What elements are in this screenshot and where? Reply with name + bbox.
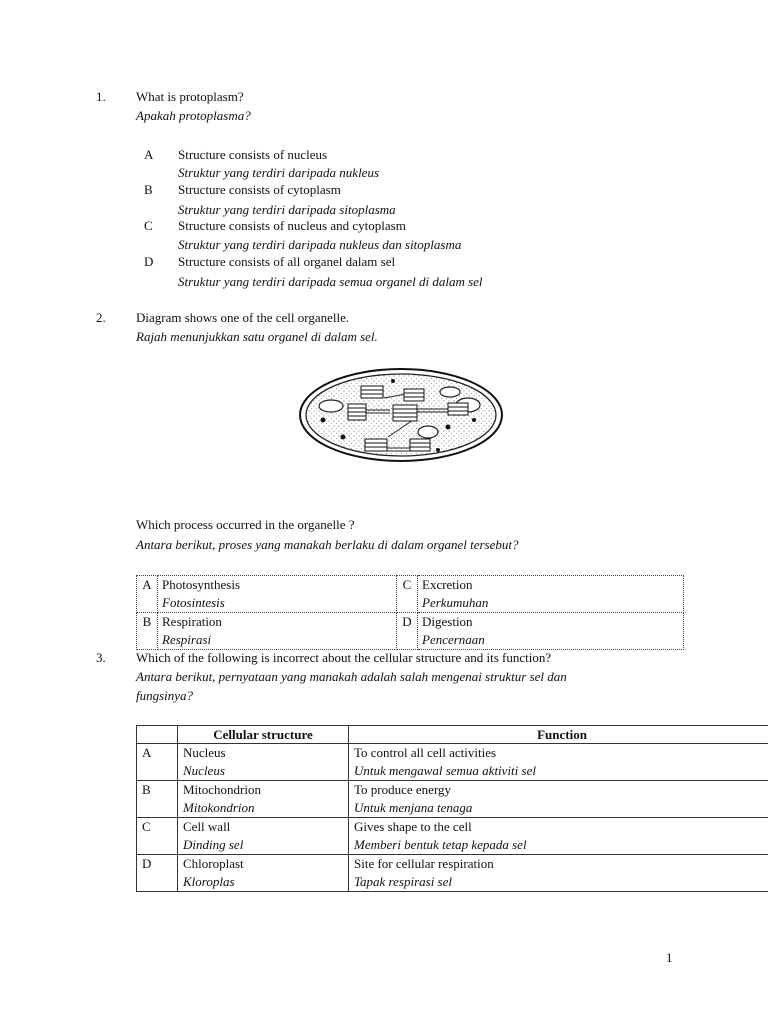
q2-option-b-letter: B xyxy=(137,613,158,650)
q3-question-ms-line1: Antara berikut, pernyataan yang manakah adalah salah mengenai struktur sel dan xyxy=(136,669,567,684)
q1-option-c-letter: C xyxy=(144,218,153,233)
table-row xyxy=(137,781,768,818)
q2-option-d xyxy=(418,613,684,650)
q1-option-a-en: Structure consists of nucleus xyxy=(178,147,328,162)
table-row xyxy=(137,744,768,781)
structure-ms: Mitokondrion xyxy=(183,800,255,815)
row-function xyxy=(349,781,768,818)
q1-option-b-ms: Struktur yang terdiri daripada sitoplasma xyxy=(178,202,396,217)
q2-option-c-ms: Perkumuhan xyxy=(422,595,489,610)
q2-intro-ms: Rajah menunjukkan satu organel di dalam sel. xyxy=(136,329,378,344)
table-row xyxy=(137,818,768,855)
q3-question-en: Which of the following is incorrect about the cellular structure and its function? xyxy=(136,650,552,665)
q1-question-en: What is protoplasm? xyxy=(136,89,244,104)
q1-option-a-ms: Struktur yang terdiri daripada nukleus xyxy=(178,165,380,180)
q1-option-b-en: Structure consists of cytoplasm xyxy=(178,182,341,197)
q2-option-b-ms: Respirasi xyxy=(162,632,212,647)
q2-options-table xyxy=(136,575,684,650)
structure-ms: Dinding sel xyxy=(183,837,244,852)
q2-options-row xyxy=(137,576,684,613)
q2-question-en: Which process occurred in the organelle ? xyxy=(136,517,355,532)
q3-number: 3. xyxy=(96,650,106,665)
q2-option-c xyxy=(418,576,684,613)
row-structure xyxy=(178,744,349,781)
function-en: To produce energy xyxy=(354,782,452,797)
structure-ms: Kloroplas xyxy=(183,874,235,889)
q2-option-a-letter: A xyxy=(137,576,158,613)
row-letter: A xyxy=(137,744,178,781)
row-function xyxy=(349,818,768,855)
q2-number: 2. xyxy=(96,310,106,325)
q3-structure-function-table xyxy=(136,725,768,892)
q2-option-d-en: Digestion xyxy=(422,614,473,629)
function-ms: Memberi bentuk tetap kepada sel xyxy=(354,837,527,852)
row-structure xyxy=(178,781,349,818)
header-cellular-structure: Cellular structure xyxy=(178,726,349,744)
q2-question-ms: Antara berikut, proses yang manakah berlaku di dalam organel tersebut? xyxy=(136,537,519,552)
q2-intro-en: Diagram shows one of the cell organelle. xyxy=(136,310,350,325)
q1-option-d-en: Structure consists of all organel dalam sel xyxy=(178,254,396,269)
q1-number: 1. xyxy=(96,89,106,104)
row-function xyxy=(349,744,768,781)
q1-question-ms: Apakah protoplasma? xyxy=(136,108,251,123)
row-letter: D xyxy=(137,855,178,892)
header-letter-blank xyxy=(137,726,178,744)
q2-option-a xyxy=(158,576,397,613)
table-header-row xyxy=(137,726,768,744)
function-ms: Untuk mengawal semua aktiviti sel xyxy=(354,763,536,778)
chloroplast-diagram xyxy=(298,365,504,465)
structure-en: Cell wall xyxy=(183,819,231,834)
row-letter: B xyxy=(137,781,178,818)
row-letter: C xyxy=(137,818,178,855)
q2-option-d-ms: Pencernaan xyxy=(422,632,485,647)
function-ms: Untuk menjana tenaga xyxy=(354,800,473,815)
q2-option-d-letter: D xyxy=(397,613,418,650)
q3-question-ms-line2: fungsinya? xyxy=(136,688,194,703)
q2-option-b-en: Respiration xyxy=(162,614,222,629)
q1-option-c-ms: Struktur yang terdiri daripada nukleus dan sitoplasma xyxy=(178,237,462,252)
q1-option-a-letter: A xyxy=(144,147,154,162)
row-function xyxy=(349,855,768,892)
q2-option-a-en: Photosynthesis xyxy=(162,577,241,592)
page-number: 1 xyxy=(666,950,673,965)
q1-option-d-ms: Struktur yang terdiri daripada semua organel di dalam sel xyxy=(178,274,483,289)
q2-options-row xyxy=(137,613,684,650)
row-structure xyxy=(178,855,349,892)
function-en: To control all cell activities xyxy=(354,745,497,760)
structure-en: Mitochondrion xyxy=(183,782,261,797)
structure-ms: Nucleus xyxy=(183,763,225,778)
q2-option-a-ms: Fotosintesis xyxy=(162,595,225,610)
q1-option-c-en: Structure consists of nucleus and cytoplasm xyxy=(178,218,406,233)
function-en: Gives shape to the cell xyxy=(354,819,472,834)
header-function: Function xyxy=(349,726,768,744)
q1-option-d-letter: D xyxy=(144,254,154,269)
table-row xyxy=(137,855,768,892)
row-structure xyxy=(178,818,349,855)
function-ms: Tapak respirasi sel xyxy=(354,874,452,889)
q1-option-b-letter: B xyxy=(144,182,153,197)
q2-option-b xyxy=(158,613,397,650)
q2-option-c-letter: C xyxy=(397,576,418,613)
q2-option-c-en: Excretion xyxy=(422,577,473,592)
structure-en: Nucleus xyxy=(183,745,226,760)
structure-en: Chloroplast xyxy=(183,856,244,871)
function-en: Site for cellular respiration xyxy=(354,856,494,871)
